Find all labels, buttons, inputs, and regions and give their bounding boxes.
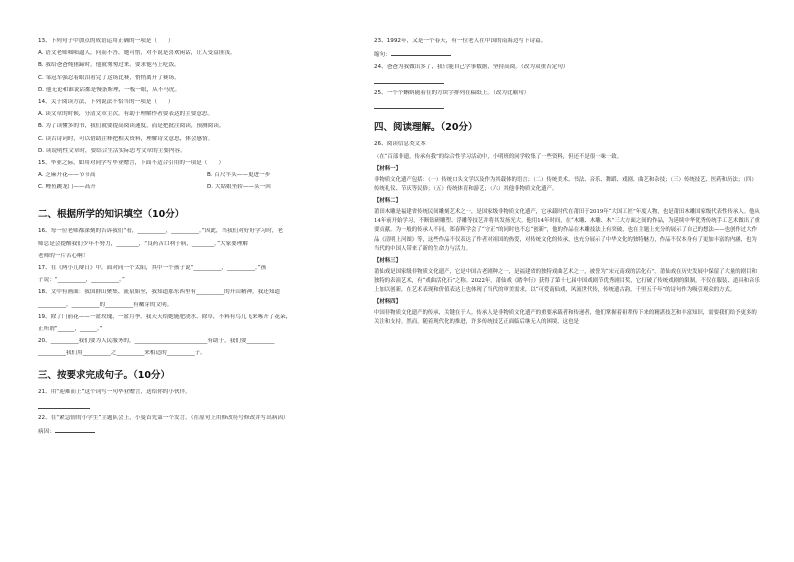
question-14-option-c: C. 读古诗词时，可以借助注释把相关资料，理解诗文意思，体会感情。 [38, 135, 214, 142]
question-14-option-d: D. 读说明性文章时，要结合生活实际思考文章的主要内容。 [38, 147, 186, 154]
question-13-option-b: B. 我给爸爸炖猪蹄时，他就匆匆过来，要求他马上吃饭。 [38, 62, 180, 69]
question-23-stem: 23、1992年，又是一个春天，有一位老人在中国的南海边写下诗篇。 [374, 38, 547, 44]
question-24-stem: 24、爸爸为我做出多了，我只能自己学事数据，坚持高阅。（改为双重否定句） [374, 64, 569, 71]
material-2-text: 莆田木雕是福建省传统民间雕刻艺术之一，是国家级非物质文化遗产，它承载时代在莆田于2019年“大国工匠”年度人物，也是莆田木雕国家级代表性传承人。他从14年前开始学习，不断钻研雕塑、浮雕等技艺并将其发扬光大。他用14年时间，在“木雕、木雕、木”三大方面之间的作品，为延续中华优秀传统手工艺术做出了重要贡献。为一般的传承人不同，郑春辉学会了“守正”的同时也不忘“创新”，他的作品在木雕技法上有突破，也在主题上充分的展示了自己的想法——也创作过大作品《清明上河图》等，这些作品不仅表达了作者对祖国的热爱，对传统文化的传承，也充分展示了中华文化的独特魅力，作品不仅本身有了更加丰富的内涵，也为当代的中国人带来了新的生命力与活力。 [374, 209, 760, 252]
question-15-option-c: C. 鲤鱼跳龙门——高升 [38, 184, 96, 191]
question-13-option-c: C. 邹冠军强忍着眼泪看完了这场比赛，悄悄离开了赛场。 [38, 74, 180, 81]
question-13-option-a: A. 语文老师咄咄逼人，问而不答，她可惜，对不说是喜欢闲话，让人受益匪浅。 [38, 50, 236, 57]
question-18-line-2: __________，__________的__________有嫩芽的文明。 [38, 301, 173, 308]
question-25-answer-line[interactable] [374, 102, 444, 109]
question-21-stem: 21、用“迎难而上”这个词写一句毕业赠言，送给你的小伙伴。 [38, 389, 191, 396]
question-14-stem: 14、关于阅读方法，下列说法不恰当的一项是（ ） [38, 98, 174, 105]
right-column [374, 38, 762, 330]
question-20-line-2: __________我们用__________之__________来相适的__________子。 [38, 350, 206, 357]
question-15-option-d: D. 大姑娘坐轿——头一回 [207, 184, 271, 191]
question-15-options-row-2 [38, 184, 376, 196]
material-1-text: 非物质文化遗产包括：（一）传统口头文学以及作为其载体的语言；（二）传统美术、书法、音乐、舞蹈、戏剧、曲艺和杂技；（三）传统技艺、医药和历法；（四）传统礼仪、节庆等民俗；（五）传统体育和游艺；（六）其他非物质文化遗产。 [374, 177, 757, 193]
question-23-label: 缩句： [374, 52, 391, 59]
question-15-options-row-1 [38, 172, 376, 184]
question-23-answer-line[interactable] [391, 50, 451, 56]
question-19-line-1: 19、除了门前花——一盆玫瑰，一盆月季。我天天给她施肥浇水、除草，不料有鸟儿飞来啄开了花朵， [38, 313, 292, 320]
question-16-line-3: 老师的一片苦心啊！ [38, 252, 89, 259]
question-15-option-b: B. 百尺竿头——更进一步 [207, 172, 271, 179]
question-13-stem: 13、下列句子中加点的成语运用正确的一项是（ ） [38, 38, 174, 44]
question-24-answer-line[interactable] [374, 77, 444, 84]
reading-intro: （在“百部非遗，传承有我”的综合性学习活动中，小明班的同学收集了一些资料，但还不是很一味一致。 [374, 153, 623, 160]
question-17-line-2: 子说：“__________，__________。” [38, 277, 125, 284]
left-column [38, 38, 376, 441]
question-14-option-b: B. 为了读懂多的书，我们就要提高阅读速度，而是把批注阅读，预测阅读。 [38, 123, 225, 130]
question-23-answer [374, 50, 762, 59]
question-15-option-a: A. 芝麻开花——节节高 [38, 172, 96, 179]
question-17-line-1: 17、在《两小儿辩日》中，面对同一个太阳，其中一个孩子说“__________，__________。”孩 [38, 265, 267, 271]
question-16-line-2: 师总是会提醒我们少年不努力，________，“良药苦口利于病，________。”大家要理解 [38, 240, 248, 247]
material-2-title: 【材料二】 [374, 198, 401, 205]
question-26-stem: 26、阅读信息类文本 [374, 140, 426, 147]
section-2-title: 二、根据所学的知识填空（10分） [38, 209, 185, 221]
question-13-option-d: D. 他无论和谁说话都是慢条斯理，一板一眼，从不马虎。 [38, 86, 181, 93]
material-1-title: 【材料一】 [374, 166, 401, 173]
material-3-text: 莆仙戏是国家级非物质文化遗产，它是中国古老剧种之一，是福建省的独特戏曲艺术之一，被誉为“宋元南戏的活化石”。莆仙戏在历史发展中保留了大量的剧目和独特的表演艺术，有“戏曲活化石”之称。2022年，莆仙戏《踏伞行》获得了第十七届中国戏剧节优秀剧目奖，它打破了传统戏剧的限制，不仅在服装、道具和音乐上加以创新，在艺术表现和价值表达上也体现了当代的审美需求，以“可爱南仙戏，风流世代传，传统遗古韵，千里五千年”的诗句作为吸引观众的方式。 [374, 268, 760, 293]
question-22-reason-label: 病因： [38, 428, 55, 435]
section-3-title: 三、按要求完成句子。（10分） [38, 370, 170, 382]
material-4-title: 【材料四】 [374, 298, 401, 305]
question-22-reason-line[interactable] [55, 427, 95, 433]
question-21-answer-line[interactable] [38, 402, 90, 409]
question-16-line-1: 16、每一位老师都深刻的告诉我们“看，__________，__________。”因此，当我们对好好学习时，老 [38, 228, 284, 235]
question-25-stem: 25、一个个蝌蚪随着在的方块字排列在稿纸上。（改为比喻句） [374, 89, 530, 96]
question-18-line-1: 18、文中有画面：我国群山聚集、流泉始至，我知道那东西里有__________的开山精神，我还知道 [38, 289, 281, 296]
material-3-title: 【材料三】 [374, 257, 401, 264]
question-14-option-a: A. 读文章的时候，分清文章主次，有助于理解作者要表达的主要意思。 [38, 111, 214, 118]
question-22-stem: 22、在“紧急情的小学生”主题队会上，小曼首先第一个发言。（在原句上用修改符号修改并写出病因） [38, 414, 289, 421]
section-4-title: 四、阅读理解。（20分） [374, 121, 478, 133]
question-22-reason [38, 427, 376, 436]
question-20-line-1: 20、__________我们要为人民服务的，__________________________有助于，我们要__________ [38, 338, 275, 345]
question-15-stem: 15、毕业之际，如用对同学写毕业赠言，下面不适合引用的一项是（ ） [38, 159, 225, 166]
question-19-line-2: 正所谓“______，______。” [38, 325, 103, 332]
material-4-text: 中国非物质文化遗产的传承，关键在于人。传承人是非物质文化遗产的重要承载者和传递者，他们掌握着祖辈传下来的精湛技艺和丰富知识，需要我们给予更多的关注和支持。然而，随着现代化的推进，许多传统技艺正面临后继无人的困境，这也是 [374, 309, 757, 326]
